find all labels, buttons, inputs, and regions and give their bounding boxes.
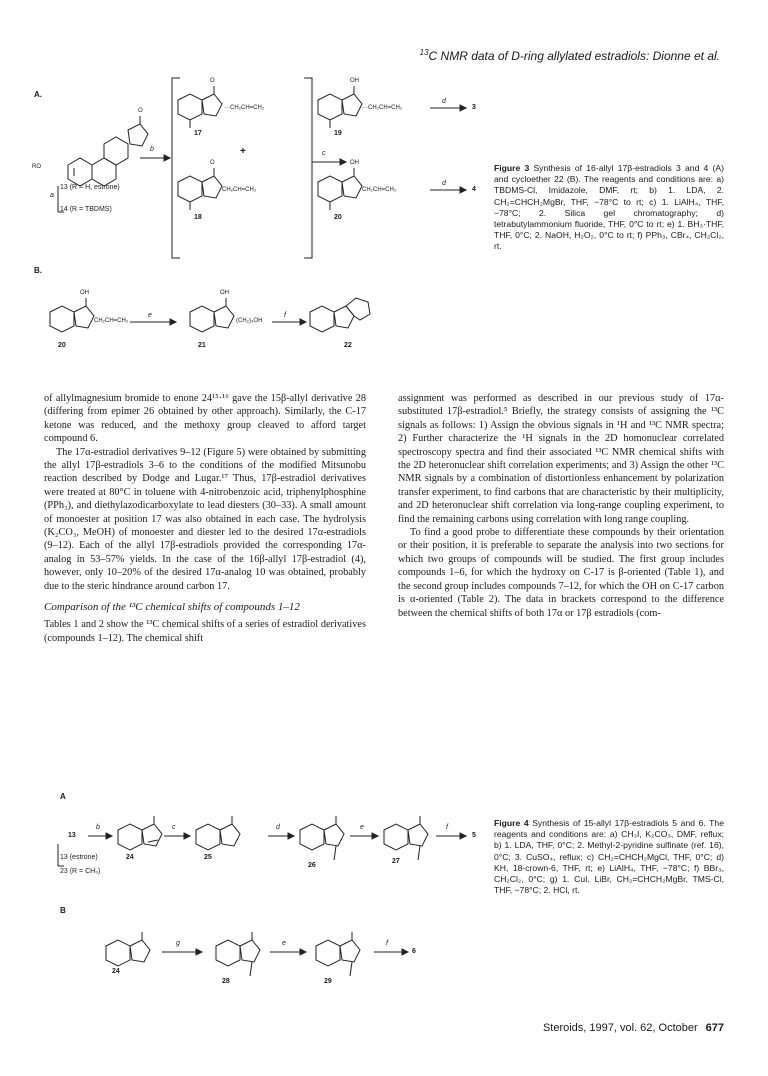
structure-27 xyxy=(384,816,428,860)
ketone-o-18: O xyxy=(210,160,215,166)
fig4-scheme-a-label: A xyxy=(60,792,66,801)
figure4-caption-head: Figure 4 xyxy=(494,818,529,828)
arrow-c-label: c xyxy=(322,150,326,157)
arrow-b-label: b xyxy=(150,146,154,153)
ketone-o-17: O xyxy=(210,78,215,84)
allyl-19: ···CH₂CH=CH₂ xyxy=(362,105,403,111)
fig3-scheme-b-label: B. xyxy=(34,266,42,275)
fig4-arrow-d: d xyxy=(276,824,280,831)
compound-13-label: 13 (R = H, estrone) xyxy=(60,184,120,191)
left-paragraph-3: Tables 1 and 2 show the ¹³C chemical shifts of a series of estradiol derivatives (compounds 1–12). The chemical shift xyxy=(44,619,366,644)
header-sup: 13 xyxy=(419,48,429,57)
arrow-a-label: a xyxy=(50,192,54,199)
oh-19: OH xyxy=(350,78,359,84)
fig4-arrow-g: g xyxy=(176,940,180,947)
fig4-compound-24: 24 xyxy=(126,854,134,861)
fig4-compound-28: 28 xyxy=(222,978,230,985)
compound-20b-label: 20 xyxy=(58,342,66,349)
compound-4-label: 4 xyxy=(472,186,476,193)
compound-22-label: 22 xyxy=(344,342,352,349)
fig4-compound-13: 13 xyxy=(68,832,76,839)
fig4-compound-6: 6 xyxy=(412,948,416,955)
fig4-arrow-c: c xyxy=(172,824,176,831)
oh-20: OH xyxy=(350,160,359,166)
page-number: 677 xyxy=(705,1022,724,1034)
fig4-arrow-e2: e xyxy=(282,940,286,947)
journal-citation: Steroids, 1997, vol. 62, October xyxy=(542,1022,698,1034)
fig4-arrow-b: b xyxy=(96,824,100,831)
right-paragraph-2: To find a good probe to differentiate these compounds by their orientation or their position, it is preferable to separate the analysis into two sections for which two groups of compounds will be studied. The first group includes compounds 1–6, for which the hydroxy on C-17 is β-oriented (Table 1), and the second group includes compounds 7–12, for which the OH on C-17 carbon is α-oriented (Table 2). The data in brackets correspond to the difference between the chemical shifts of both 17α or 17β estradiols (com- xyxy=(398,527,724,619)
compound-14-label: 14 (R = TBDMS) xyxy=(60,206,112,213)
fig4-compound-27: 27 xyxy=(392,858,400,865)
allyl-18: CH₂CH=CH₂ xyxy=(222,187,257,193)
left-paragraph-2: The 17α-estradiol derivatives 9–12 (Figure 5) were obtained by submitting the allyl 17β-estradiols 3–6 to the conditions of the modified Mitsunobu reaction described by Dodge and Lugar.¹⁷ Thus, 17β-estradiol derivatives were treated at 80°C in toluene with 4-nitrobenzoic acid, triphenylphosphine (PPh₃), and diethylazodicarboxylate to lead diesters (30–33). A small amount of monoester at position 17 was also obtained in each case. The hydrolysis (K₂CO₃, MeOH) of monoester and diester led to the desired 17α-estradiols (9–12). Each of the allyl 17β-estradiols provided the corresponding 17α-analog in 53–57% yields. In the case of the 16β-allyl 17β-estradiol (4), however, only 10–20% of the desired 17α-analog 10 was obtained, probably due to the steric hindrance around carbon 17. xyxy=(44,446,366,592)
structure-24 xyxy=(118,816,162,850)
fig4-arrow-f2: f xyxy=(386,940,388,947)
allyl-20: CH₂CH=CH₂ xyxy=(362,187,397,193)
header-text: C NMR data of D-ring allylated estradiols: Dionne et al. xyxy=(428,49,720,63)
page-footer xyxy=(470,1022,724,1034)
arrow-d1-label: d xyxy=(442,98,446,105)
fig3-scheme-a-label: A. xyxy=(34,90,42,99)
compound-21-label: 21 xyxy=(198,342,206,349)
oh-21: OH xyxy=(220,290,229,296)
structure-29 xyxy=(316,932,360,976)
arrow-e-label: e xyxy=(148,312,152,319)
figure4-arrows xyxy=(58,833,466,955)
figure3-caption-head: Figure 3 xyxy=(494,163,530,173)
compound-20-label: 20 xyxy=(334,214,342,221)
structure-26 xyxy=(300,816,344,860)
section-title: Comparison of the ¹³C chemical shifts of compounds 1–12 xyxy=(44,601,300,614)
fig4-compound-25: 25 xyxy=(204,854,212,861)
compound-3-label: 3 xyxy=(472,104,476,111)
compound-19-label: 19 xyxy=(334,130,342,137)
fig4-compound-29: 29 xyxy=(324,978,332,985)
ro-label: RO xyxy=(32,164,41,170)
fig4-compound-26: 26 xyxy=(308,862,316,869)
compound-17-label: 17 xyxy=(194,130,202,137)
fig4-compound-13-estrone: 13 (estrone) xyxy=(60,854,98,861)
ketone-o-13: O xyxy=(138,108,143,114)
fig4-arrow-e: e xyxy=(360,824,364,831)
allyl-20b: CH₂CH=CH₂ xyxy=(94,318,129,324)
fig4-arrow-f: f xyxy=(446,824,448,831)
left-paragraph-1: of allylmagnesium bromide to enone 24¹⁵·¹⁶ gave the 15β-allyl derivative 28 (differing from epimer 26 obtained by other approach). Similarly, the C-17 ketone was reduced, and the methoxy group cleaved to afford target compound 6. xyxy=(44,393,366,445)
fig4-scheme-b-label: B xyxy=(60,906,66,915)
fig4-compound-24b: 24 xyxy=(112,968,120,975)
oh-20b: OH xyxy=(80,290,89,296)
propanol-21: (CH₂)₃OH xyxy=(236,318,263,324)
figure4-caption xyxy=(494,818,724,896)
allyl-17: ···CH₂CH=CH₂ xyxy=(224,105,265,111)
arrow-d2-label: d xyxy=(442,180,446,187)
fig4-compound-23: 23 (R = CH₃) xyxy=(60,868,101,875)
plus-sign: + xyxy=(240,146,246,157)
right-paragraph-1: assignment was performed as described in our previous study of 17α-substituted 17β-estradiol.⁵ Briefly, the strategy consists of assigning the ¹³C signals as follows: 1) Assign the obvious signals in ¹H and ¹³C NMR spectra; 2) Further characterize the ¹H signals in the 2D homonuclear correlated spectroscopy spectra and find their associated ¹³C NMR chemical shifts with the 2D heteronuclear shift correlation experiments; and 3) Assign the other ¹³C NMR signals by a combination of distortionless enhancement by polarization transfer experiment, to find carbons that are characteristic by their multiplicity, and 2D heteronuclear shift correlation via long-range coupling experiment, to find the remaining carbons using correlation with long range coupling. xyxy=(398,393,724,525)
figure3-caption-body: Synthesis of 16-allyl 17β-estradiols 3 and 4 (A) and cycloether 22 (B). The reagents and conditions are: a) TBDMS-Cl, Imidazole, DMF, rt; b) 1. LDA, 2. CH₂=CHCH₂MgBr, THF, −78°C to rt; c) 1. LiAlH₄, THF, −78°C; 2. Silica gel chromatography; d) tetrabutylammonium fluoride, THF, 0°C to rt; e) 1. BH₃·THF, THF, 0°C; 2. NaOH, H₂O₂, 0°C to rt; f) PPh₃, CBr₄, CH₂Cl₂, rt. xyxy=(494,163,724,252)
fig4-compound-5: 5 xyxy=(472,832,476,839)
structure-28 xyxy=(216,932,260,976)
compound-18-label: 18 xyxy=(194,214,202,221)
arrow-f-label: f xyxy=(284,312,286,319)
figure4-caption-body: Synthesis of 15-allyl 17β-estradiols 5 and 6. The reagents and conditions are: a) CH₃I, K₂CO₃, DMF, reflux; b) 1. LDA, THF, 0°C; 2. Methyl-2-pyridine sulfinate (ref. 16), 0°C; 3. CuSO₄, reflux; c) CH₂=CHCH₂MgCl, THF, 0°C; d) KH, 18-crown-6, THF, rt; e) LiAlH₄, THF, −78°C; f) BBr₃, CH₂Cl₂, 0°C; g) 1. CuI, LiBr, CH₂=CHCH₂MgBr, TMS-Cl, THF, −78°C; 2. HCl, rt. xyxy=(494,818,724,896)
structure-24b xyxy=(106,932,150,966)
structure-25 xyxy=(196,816,240,850)
